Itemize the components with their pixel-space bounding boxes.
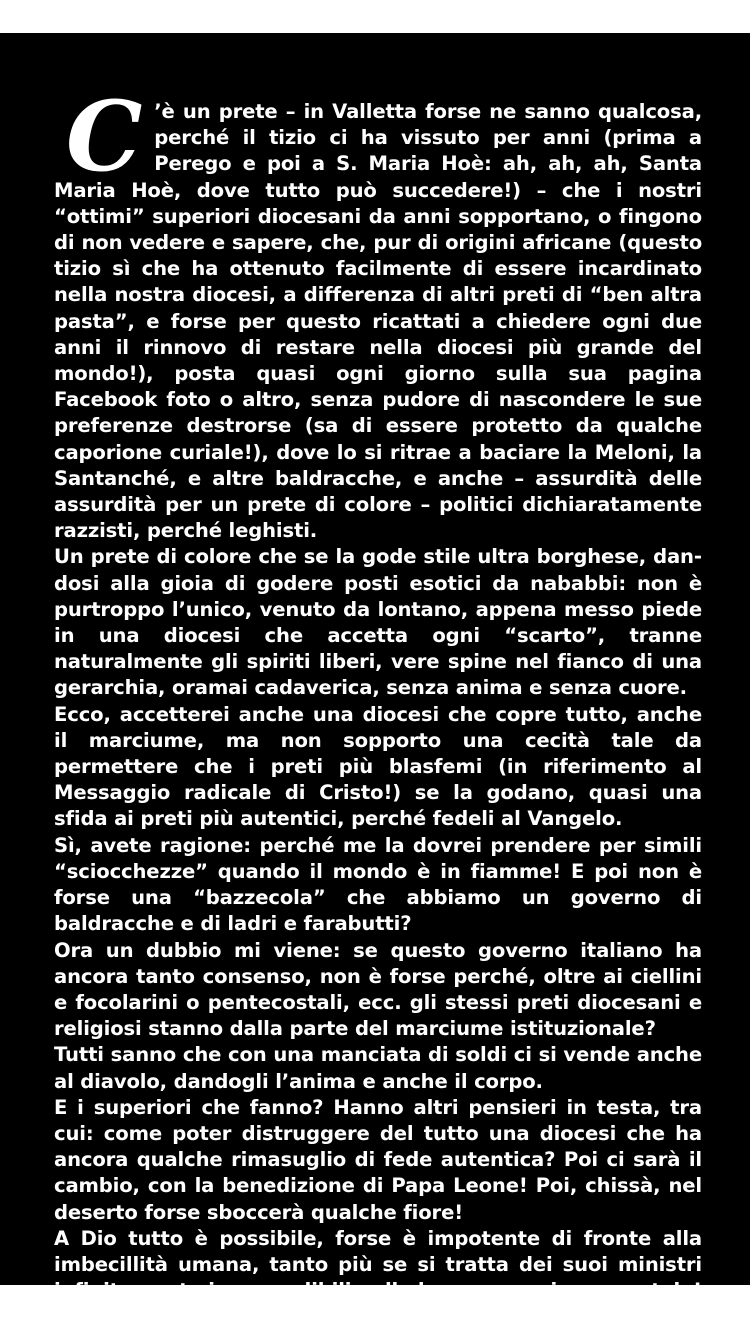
article-paragraph-2: Un prete di colore che se la gode stile ultra borghese, dandosi alla gioia di godere posti esotici da nababbi: non è purtroppo l’unico, venuto da lontano, appena messo piede in una diocesi che accetta ogni “scarto”, tranne naturalmente gli spiriti liberi, vere spine nel fianco di una gerarchia, oramai cadaverica, senza anima e senza cuore. [54, 545, 702, 700]
article-paragraph-7: E i superiori che fanno? Hanno altri pensieri in testa, tra cui: come poter distruggere del tutto una diocesi che ha ancora qualche rimasuglio di fede autentica? Poi ci sarà il cambio, con la benedizione di Papa Leone! Poi, chissà, nel deserto forse sboccerà qualche fiore! [54, 1095, 702, 1224]
article-paragraph-6: Tutti sanno che con una manciata di soldi ci si vende anche al diavolo, dandogli l’anima e anche il corpo. [54, 1043, 702, 1093]
article-panel [0, 33, 750, 1329]
article-body [54, 80, 702, 1331]
article-paragraph-5: Ora un dubbio mi viene: se questo governo italiano ha ancora tanto consenso, non è forse perché, oltre ai ciellini e focolarini o pentecostali, ecc. gli stessi preti diocesani e religiosi stanno dalla parte del marciume istituzionale? [54, 938, 702, 1041]
article-paragraph-1 [54, 80, 702, 544]
drop-cap: C [66, 80, 143, 193]
paragraph-text: ’è un prete – in Valletta forse ne sanno qualcosa, perché il tizio ci ha vissuto per anni (prima a Perego e poi a S. Maria Hoè: ah, ah, ah, Santa Maria Hoè, dove tutto può succedere!) – che i nostri “ottimi” superiori diocesani da anni sopportano, o fingono di non vedere e sapere, che, pur di origini africane (questo tizio sì che ha ottenuto facilmente di essere incardinato nella nostra diocesi, a differenza di altri preti di “ben altra pasta”, e forse per questo ricattati a chiedere ogni due anni il rinnovo di restare nella diocesi più grande del mondo!), posta quasi ogni giorno sulla sua pagina Facebook foto o altro, senza pudore di nascondere le sue preferenze destrorse (sa di essere protetto da qualche caporione curiale!), dove lo si ritrae a baciare la Meloni, la Santanché, e altre baldracche, e anche – assurdità delle assurdità per un prete di colore – politici dichiaratamente razzisti, perché leghisti. [54, 100, 702, 543]
article-paragraph-8: A Dio tutto è possibile, forse è impotente di fronte alla imbecillità umana, tanto più se si tratta dei suoi ministri infinitamente imprevedibili nella loro perversione mentale! [54, 1226, 702, 1303]
author-signature: DON GIORGIO DE CAPITANI [405, 1305, 702, 1329]
article-paragraph-3: Ecco, accetterei anche una diocesi che copre tutto, anche il marciume, ma non sopporto una cecità tale da permettere che i preti più blasfemi (in riferimento al Messaggio radicale di Cristo!) se la godano, quasi una sfida ai preti più autentici, perché fedeli al Vangelo. [54, 702, 702, 831]
article-paragraph-4: Sì, avete ragione: perché me la dovrei prendere per simili “sciocchezze” quando il mondo è in fiamme! E poi non è forse una “bazzecola” che abbiamo un governo di baldracche e di ladri e farabutti? [54, 833, 702, 936]
